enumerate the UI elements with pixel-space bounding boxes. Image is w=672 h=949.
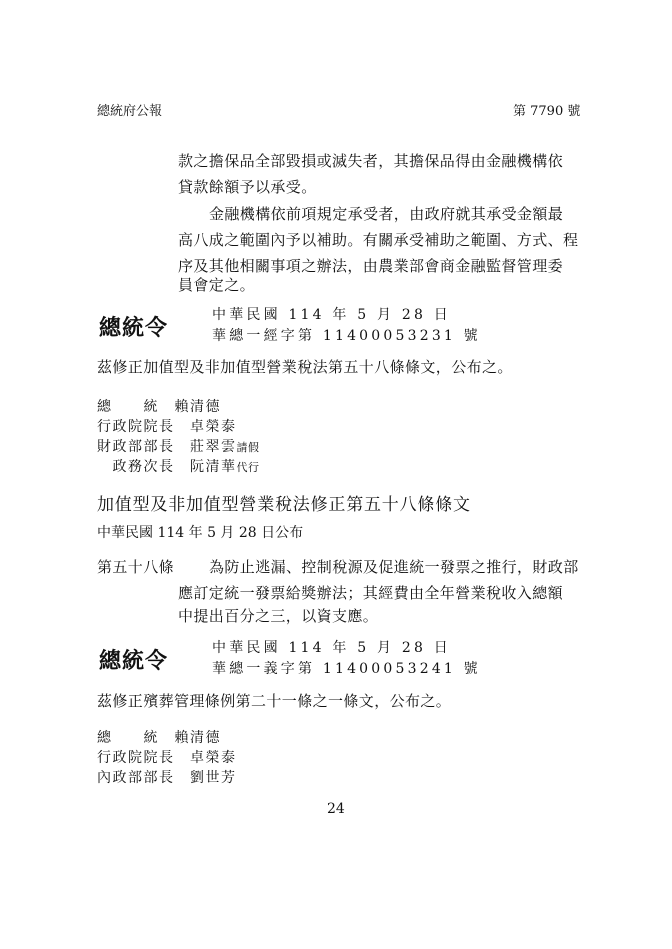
order-2-body: 茲修正殯葬管理條例第二十一條之一條文，公布之。 bbox=[97, 692, 452, 710]
continued-p2-line-1: 金融機構依前項規定承受者，由政府就其承受金額最 bbox=[209, 205, 564, 223]
continued-p2-line-4: 員會定之。 bbox=[178, 276, 256, 294]
order-2-signature-3 bbox=[97, 767, 237, 787]
order-2-signature-1 bbox=[97, 727, 221, 747]
signature-title: 行政院院長 bbox=[97, 419, 175, 435]
order-1-date: 中華民國 114 年 5 月 28 日 bbox=[212, 307, 451, 323]
order-1-signature-1 bbox=[97, 396, 221, 416]
signature-name: 賴清德 bbox=[174, 399, 221, 415]
continued-p2-line-2: 高八成之範圍內予以補助。有關承受補助之範圍、方式、程 bbox=[178, 231, 579, 249]
signature-title: 政務次長 bbox=[97, 459, 175, 475]
order-2-signature-2 bbox=[97, 747, 237, 767]
signature-name: 賴清德 bbox=[174, 730, 221, 746]
order-2-title: 總統令 bbox=[99, 649, 169, 674]
article-line-3: 中提出百分之三，以資支應。 bbox=[178, 607, 379, 625]
signature-name: 莊翠雲 bbox=[190, 439, 237, 455]
signature-title: 總 統 bbox=[97, 399, 159, 415]
order-2-date: 中華民國 114 年 5 月 28 日 bbox=[212, 640, 451, 656]
order-1-signature-3 bbox=[97, 436, 260, 456]
signature-name: 阮清華 bbox=[190, 459, 237, 475]
article-line-1: 為防止逃漏、控制稅源及促進統一發票之推行，財政部 bbox=[209, 558, 579, 576]
signature-title: 總 統 bbox=[97, 730, 159, 746]
order-1-title: 總統令 bbox=[99, 316, 169, 341]
order-1-number: 華總一經字第 11400053231 號 bbox=[212, 328, 481, 344]
article-label: 第五十八條 bbox=[97, 558, 175, 576]
signature-title: 行政院院長 bbox=[97, 750, 175, 766]
signature-title: 內政部部長 bbox=[97, 770, 175, 786]
order-2-number: 華總一義字第 11400053241 號 bbox=[212, 661, 481, 677]
continued-p2-line-3: 序及其他相關事項之辦法，由農業部會商金融監督管理委 bbox=[178, 257, 564, 275]
issue-number: 第 7790 號 bbox=[513, 104, 581, 119]
signature-name: 卓榮泰 bbox=[190, 419, 237, 435]
signature-name: 卓榮泰 bbox=[190, 750, 237, 766]
order-1-signature-2 bbox=[97, 416, 237, 436]
signature-name: 劉世芳 bbox=[190, 770, 237, 786]
signature-note: 代行 bbox=[236, 461, 260, 474]
article-line-2: 應訂定統一發票給獎辦法；其經費由全年營業稅收入總額 bbox=[178, 584, 564, 602]
page-number: 24 bbox=[327, 801, 345, 817]
law-title: 加值型及非加值型營業稅法修正第五十八條條文 bbox=[97, 495, 471, 515]
signature-note: 請假 bbox=[236, 441, 260, 454]
order-1-body: 茲修正加值型及非加值型營業稅法第五十八條條文，公布之。 bbox=[97, 358, 513, 376]
continued-line-2: 貸款餘額予以承受。 bbox=[178, 178, 317, 196]
order-1-signature-4 bbox=[97, 456, 260, 476]
signature-title: 財政部部長 bbox=[97, 439, 175, 455]
publication-name: 總統府公報 bbox=[97, 104, 163, 119]
law-published-date: 中華民國 114 年 5 月 28 日公布 bbox=[97, 525, 304, 541]
continued-line-1: 款之擔保品全部毀損或滅失者，其擔保品得由金融機構依 bbox=[178, 152, 564, 170]
